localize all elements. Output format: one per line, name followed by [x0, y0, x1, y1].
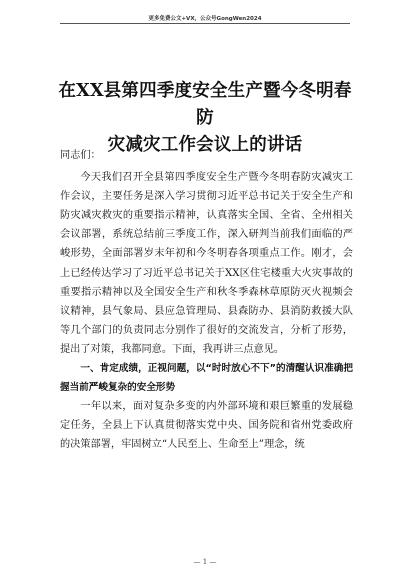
title-line-2: 灾减灾工作会议上的讲话	[107, 135, 303, 155]
title-line-1: 在XX县第四季度安全生产暨今冬明春防	[58, 81, 352, 128]
header-note: 更多免费公文+VX，公众号GongWen2024	[148, 16, 262, 22]
section-heading-1: 一、肯定成绩，正视问题，以“时时放心不下”的清醒认识准确把握当前严峻复杂的安全形势	[60, 363, 353, 394]
paragraph-2: 一年以来，面对复杂多变的内外部环境和艰巨繁重的发展稳定任务，全县上下认真贯彻落实党中央、国务院和省州党委政府的决策部署，牢固树立“人民至上、生命至上”理念，统	[60, 401, 353, 451]
page-number: — 1 —	[193, 558, 217, 566]
greeting: 同志们：	[60, 150, 101, 161]
paragraph-1: 今天我们召开全县第四季度安全生产暨今冬明春防灾减灾工作会议，主要任务是深入学习贯彻习近平总书记关于安全生产和防灾减灾救灾的重要指示精神，认真落实全国、全省、全州相关会议部署，系统总结前三季度工作，深入研判当前我们面临的严峻形势，全面部署岁末年初和今冬明春各项重点工作。刚才，会上已经传达学习了习近平总书记关于XX区住宅楼重大火灾事故的重要指示精神以及全国安全生产和秋冬季森林草原防灭火视频会议精神，县气象局、县应急管理局、县森防办、县消防救援大队等几个部门的负责同志分别作了很好的交流发言，分析了形势，提出了对策，我都同意。下面，我再讲三点意见。	[60, 172, 353, 355]
header-divider	[60, 23, 350, 24]
document-body	[60, 146, 353, 455]
